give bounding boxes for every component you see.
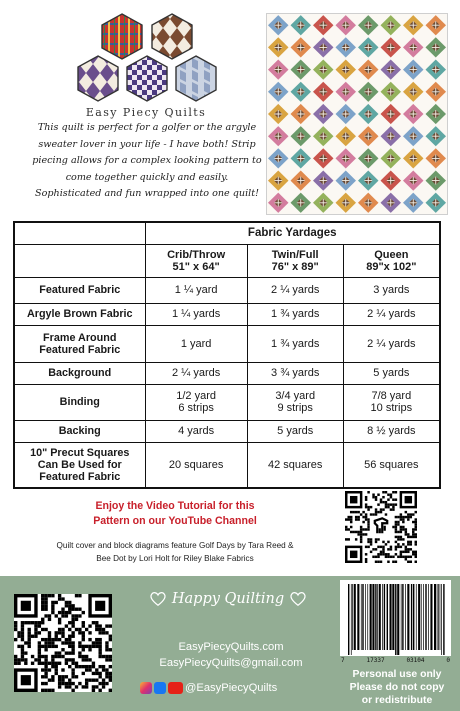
fabric-credits [22,540,328,565]
facebook-icon[interactable] [154,682,166,694]
table-row [14,325,440,362]
heart-icon [149,591,167,607]
row-label: Backing [14,420,145,442]
youtube-qr-code[interactable] [345,491,417,563]
notice-line: Personal use only [352,669,442,680]
email-link[interactable]: EasyPiecyQuilts@gmail.com [159,657,303,669]
tagline-text: Happy Quilting [171,591,285,607]
table-title-text: Fabric Yardages [145,222,440,244]
barcode-number [340,657,451,665]
column-header: Twin/Full 76" x 89" [247,244,343,277]
intro-line: piecing allows for a complex looking pattern to [32,155,262,166]
table-cell: 2 ¼ yards [343,325,440,362]
video-tutorial-promo[interactable] [40,499,310,529]
credits-line: Quilt cover and block diagrams feature Golf Days by Tara Reed & [56,541,294,550]
intro-line: Sophisticated and fun wrapped into one quilt! [35,188,259,199]
row-label: Binding [14,384,145,420]
table-cell: 1 ¼ yards [145,303,247,325]
usage-notice [338,668,456,708]
table-title [14,222,145,244]
barcode-digit: 17337 [366,657,385,664]
table-cell: 7/8 yard 10 strips [343,384,440,420]
barcode-digit: 0 [446,657,450,664]
video-promo-line: Pattern on our YouTube Channel [93,515,257,527]
row-label: Background [14,362,145,384]
intro-paragraph [26,120,268,203]
heart-icon [289,591,307,607]
social-handle[interactable]: @EasyPiecyQuilts [185,682,278,694]
notice-line: or redistribute [361,695,433,707]
table-cell: 5 yards [343,362,440,384]
empty-header [14,244,145,277]
column-header: Crib/Throw 51" x 64" [145,244,247,277]
table-cell: 1 yard [145,325,247,362]
row-label: Argyle Brown Fabric [14,303,145,325]
table-cell: 2 ¼ yards [343,303,440,325]
table-cell: 1 ¾ yards [247,303,343,325]
barcode-digit: 7 [341,657,345,664]
table-row [14,442,440,488]
social-row [140,680,336,696]
table-cell: 3 yards [343,277,440,303]
youtube-icon[interactable] [168,682,183,694]
notice-line: Please do not copy [349,682,445,694]
column-header: Queen 89"x 102" [343,244,440,277]
table-cell: 56 squares [343,442,440,488]
table-cell: 2 ¼ yards [145,362,247,384]
website-link[interactable]: EasyPiecyQuilts.com [178,641,284,653]
table-cell: 4 yards [145,420,247,442]
table-cell: 42 squares [247,442,343,488]
row-label: 10" Precut Squares Can Be Used for Featured Fabric [14,442,145,488]
website-qr-code[interactable] [14,594,112,692]
barcode-digit: 03104 [406,657,425,664]
brand-name: Easy Piecy Quilts [85,106,207,119]
row-label: Featured Fabric [14,277,145,303]
table-cell: 20 squares [145,442,247,488]
quilt-preview [266,13,448,215]
credits-line: Bee Dot by Lori Holt for Riley Blake Fabrics [96,553,254,563]
intro-line: This quilt is perfect for a golfer or the argyle [37,122,257,133]
happy-quilting-tagline [133,587,323,611]
table-row [14,420,440,442]
table-cell: 1 ¾ yards [247,325,343,362]
table-row [14,277,440,303]
table-cell: 3 ¾ yards [247,362,343,384]
fabric-yardage-table [13,221,441,489]
table-row [14,362,440,384]
table-cell: 1 ¼ yard [145,277,247,303]
table-cell: 1/2 yard 6 strips [145,384,247,420]
table-cell: 8 ½ yards [343,420,440,442]
barcode [340,580,451,656]
instagram-icon[interactable] [140,682,152,694]
table-row [14,303,440,325]
table-cell: 5 yards [247,420,343,442]
intro-line: come together quickly and easily. [65,171,229,183]
table-cell: 3/4 yard 9 strips [247,384,343,420]
row-label: Frame Around Featured Fabric [14,325,145,362]
table-row [14,384,440,420]
table-cell: 2 ¼ yards [247,277,343,303]
video-promo-line: Enjoy the Video Tutorial for this [95,500,255,512]
intro-line: sweater lover in your life - I have both! Strip [38,138,256,150]
